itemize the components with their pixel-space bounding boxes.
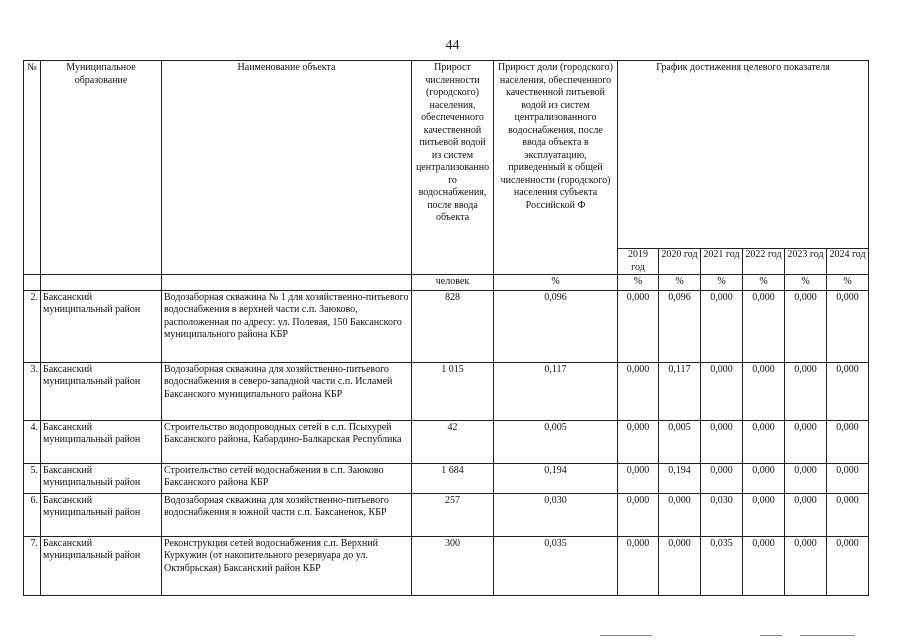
unit-share: % — [494, 275, 618, 291]
units-row — [24, 275, 869, 291]
scan-mark — [600, 635, 652, 636]
header-pop-growth: Прирост численности (городского) населения, обеспеченного качественной питьевой водой из систем централизованного водоснабжения, после ввода объекта — [412, 61, 494, 275]
unit-year: % — [618, 275, 659, 291]
unit-year: % — [785, 275, 827, 291]
row-pop: 257 — [412, 493, 494, 536]
row-year-value: 0,000 — [743, 362, 785, 420]
header-year: 2022 год — [743, 249, 785, 275]
scan-mark — [760, 635, 782, 636]
row-year-value: 0,000 — [701, 463, 743, 493]
row-municipality: Баксанский муниципальный район — [41, 420, 162, 463]
row-year-value: 0,117 — [659, 362, 701, 420]
row-year-value: 0,000 — [701, 362, 743, 420]
row-num: 5. — [24, 463, 41, 493]
row-num: 2. — [24, 290, 41, 362]
row-year-value: 0,000 — [659, 493, 701, 536]
row-object: Водозаборная скважина для хозяйственно-питьевого водоснабжения в южной части с.п. Баксаненок, КБР — [162, 493, 412, 536]
table-row — [24, 463, 869, 493]
row-num: 6. — [24, 493, 41, 536]
row-year-value: 0,000 — [785, 362, 827, 420]
row-municipality: Баксанский муниципальный район — [41, 493, 162, 536]
row-year-value: 0,000 — [827, 493, 869, 536]
table-row — [24, 420, 869, 463]
header-year: 2019 год — [618, 249, 659, 275]
row-municipality: Баксанский муниципальный район — [41, 536, 162, 595]
unit-empty — [162, 275, 412, 291]
row-pop: 42 — [412, 420, 494, 463]
row-year-value: 0,000 — [659, 536, 701, 595]
row-object: Строительство водопроводных сетей в с.п. Псыхурей Баксанского района, Кабардино-Балкарская Республика — [162, 420, 412, 463]
row-year-value: 0,005 — [659, 420, 701, 463]
unit-empty — [41, 275, 162, 291]
row-year-value: 0,096 — [659, 290, 701, 362]
unit-year: % — [659, 275, 701, 291]
table-body — [24, 290, 869, 595]
header-year: 2024 год — [827, 249, 869, 275]
row-pop: 828 — [412, 290, 494, 362]
row-year-value: 0,000 — [743, 463, 785, 493]
target-indicator-table — [23, 60, 869, 596]
unit-pop: человек — [412, 275, 494, 291]
row-year-value: 0,000 — [827, 362, 869, 420]
page-number: 44 — [445, 38, 460, 53]
header-year: 2023 год — [785, 249, 827, 275]
row-year-value: 0,000 — [618, 463, 659, 493]
row-year-value: 0,030 — [701, 493, 743, 536]
row-share: 0,035 — [494, 536, 618, 595]
header-municipality: Муниципальное образование — [41, 61, 162, 275]
row-year-value: 0,000 — [785, 420, 827, 463]
row-year-value: 0,035 — [701, 536, 743, 595]
row-year-value: 0,000 — [827, 420, 869, 463]
row-year-value: 0,000 — [743, 536, 785, 595]
row-year-value: 0,000 — [827, 463, 869, 493]
row-share: 0,194 — [494, 463, 618, 493]
scan-mark — [800, 635, 855, 636]
row-pop: 1 684 — [412, 463, 494, 493]
row-object: Реконструкция сетей водоснабжения с.п. Верхний Куркужин (от накопительного резервуара до ул. Октябрьская) Баксанский район КБР — [162, 536, 412, 595]
row-object: Водозаборная скважина для хозяйственно-питьевого водоснабжения в северо-западной части с.п. Исламей Баксанского муниципального района КБР — [162, 362, 412, 420]
unit-year: % — [701, 275, 743, 291]
row-share: 0,030 — [494, 493, 618, 536]
row-year-value: 0,000 — [701, 290, 743, 362]
row-share: 0,096 — [494, 290, 618, 362]
row-municipality: Баксанский муниципальный район — [41, 463, 162, 493]
table-row — [24, 536, 869, 595]
table-row — [24, 362, 869, 420]
table-row — [24, 493, 869, 536]
row-year-value: 0,000 — [785, 290, 827, 362]
row-year-value: 0,000 — [618, 493, 659, 536]
row-year-value: 0,000 — [785, 493, 827, 536]
row-year-value: 0,000 — [827, 536, 869, 595]
header-year: 2021 год — [701, 249, 743, 275]
row-num: 4. — [24, 420, 41, 463]
row-year-value: 0,000 — [785, 536, 827, 595]
row-municipality: Баксанский муниципальный район — [41, 290, 162, 362]
row-year-value: 0,000 — [618, 290, 659, 362]
row-share: 0,117 — [494, 362, 618, 420]
row-year-value: 0,000 — [743, 493, 785, 536]
row-year-value: 0,000 — [701, 420, 743, 463]
row-object: Водозаборная скважина № 1 для хозяйственно-питьевого водоснабжения в верхней части с.п. Заюково, расположенная по адресу: ул. Полевая, 150 Баксанского муниципального района КБР — [162, 290, 412, 362]
row-pop: 300 — [412, 536, 494, 595]
header-num: № — [24, 61, 41, 275]
header-object: Наименование объекта — [162, 61, 412, 275]
row-year-value: 0,000 — [743, 420, 785, 463]
row-share: 0,005 — [494, 420, 618, 463]
row-year-value: 0,000 — [618, 536, 659, 595]
header-year: 2020 год — [659, 249, 701, 275]
row-year-value: 0,000 — [827, 290, 869, 362]
unit-year: % — [827, 275, 869, 291]
row-year-value: 0,000 — [785, 463, 827, 493]
row-num: 7. — [24, 536, 41, 595]
row-year-value: 0,194 — [659, 463, 701, 493]
row-year-value: 0,000 — [743, 290, 785, 362]
row-pop: 1 015 — [412, 362, 494, 420]
row-num: 3. — [24, 362, 41, 420]
row-year-value: 0,000 — [618, 420, 659, 463]
row-municipality: Баксанский муниципальный район — [41, 362, 162, 420]
row-object: Строительство сетей водоснабжения в с.п. Заюково Баксанского района КБР — [162, 463, 412, 493]
unit-year: % — [743, 275, 785, 291]
unit-empty — [24, 275, 41, 291]
header-schedule: График достижения целевого показателя — [618, 61, 869, 249]
header-share-growth: Прирост доли (городского) населения, обеспеченного качественной питьевой водой из систем централизованного водоснабжения, после ввода объекта в эксплуатацию, приведенный к общей численности (городского) населения субъекта Российской Ф — [494, 61, 618, 275]
row-year-value: 0,000 — [618, 362, 659, 420]
table-row — [24, 290, 869, 362]
